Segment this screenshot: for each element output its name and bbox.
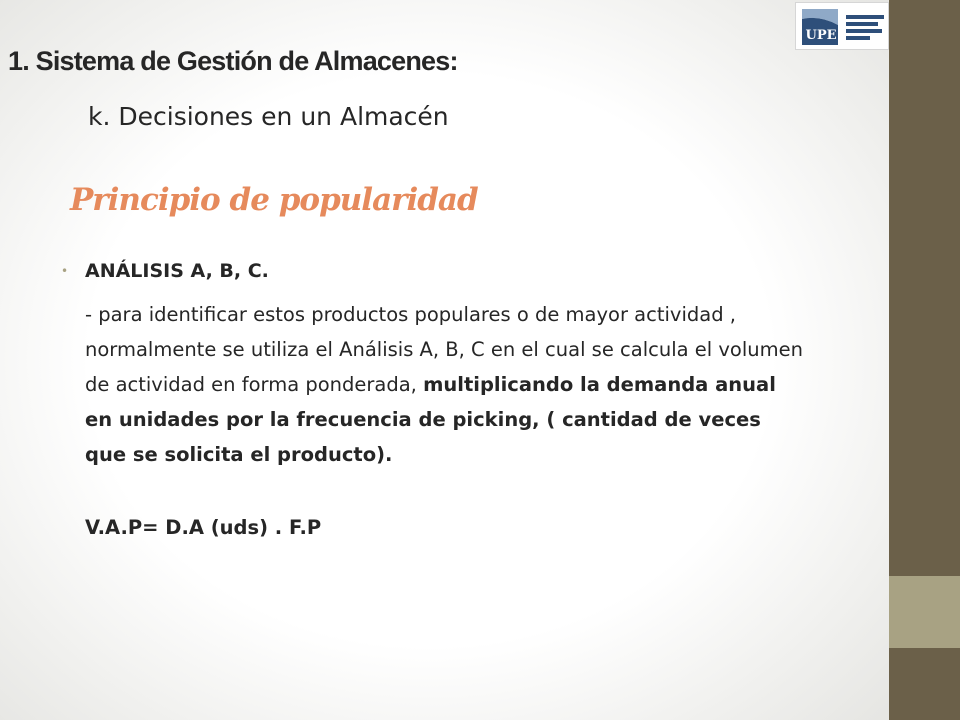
section-title: k. Decisiones en un Almacén bbox=[88, 102, 449, 131]
side-accent-band bbox=[889, 576, 960, 648]
formula: V.A.P= D.A (uds) . F.P bbox=[85, 516, 322, 539]
logo-label: UPE bbox=[805, 28, 837, 43]
slide-title: 1. Sistema de Gestión de Almacenes: bbox=[8, 46, 458, 76]
upe-logo-mark bbox=[798, 5, 844, 47]
bullet-heading: ANÁLISIS A, B, C. bbox=[85, 260, 269, 282]
body-paragraph bbox=[85, 297, 807, 472]
bullet-icon: • bbox=[61, 264, 69, 278]
slide-subtitle: Principio de popularidad bbox=[70, 182, 478, 218]
paragraph-regular-text: - para identificar estos productos populares o de mayor actividad , normalmente se utiliza el Análisis A, B, C en el cual se calcula el volumen de actividad en forma ponderada, bbox=[85, 303, 803, 396]
logo-wordmark bbox=[846, 15, 886, 43]
paragraph-bold-text: multiplicando la demanda anual en unidades por la frecuencia de picking, ( cantidad de veces que se solicita el producto). bbox=[85, 373, 776, 466]
university-logo bbox=[795, 2, 889, 50]
